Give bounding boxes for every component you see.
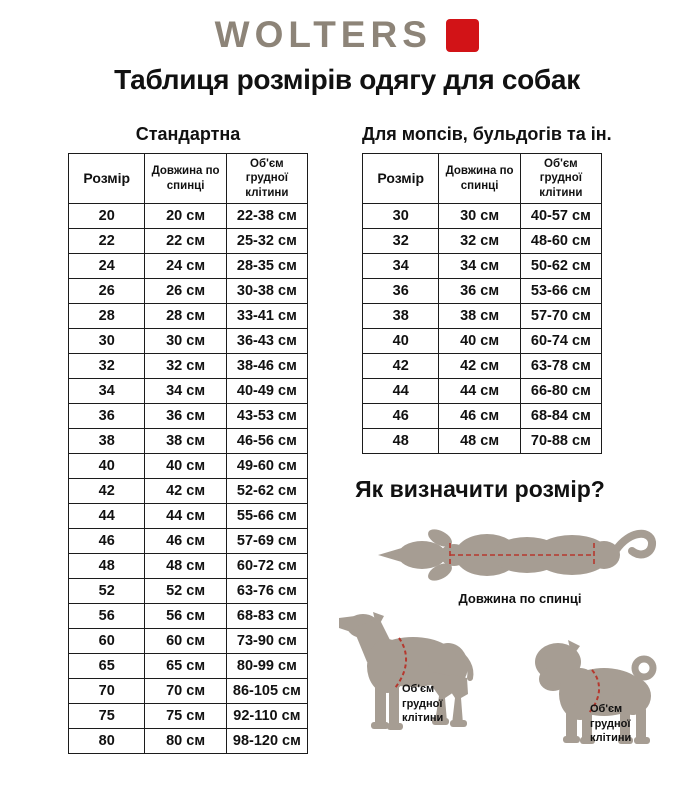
table-cell: 40 (69, 454, 145, 479)
column-header-size: Розмір (69, 154, 145, 204)
size-guide-title: Як визначити розмір? (355, 476, 605, 502)
table-cell: 75 см (145, 704, 226, 729)
table-cell: 44 см (439, 379, 520, 404)
table-cell: 32 см (439, 229, 520, 254)
table-cell: 30-38 см (226, 279, 307, 304)
table-row (363, 304, 602, 329)
table-cell: 48 см (439, 429, 520, 454)
page-title: Таблиця розмірів одягу для собак (114, 64, 580, 95)
table-row (69, 579, 308, 604)
column-header-back-length: Довжина по спинці (439, 154, 520, 204)
table-row (69, 479, 308, 504)
table-cell: 48 (69, 554, 145, 579)
table-cell: 43-53 см (226, 404, 307, 429)
table-cell: 92-110 см (226, 704, 307, 729)
table-row (363, 329, 602, 354)
table-cell: 46 см (439, 404, 520, 429)
table-row (69, 529, 308, 554)
table-cell: 24 см (145, 254, 226, 279)
back-length-label: Довжина по спинці (458, 591, 582, 606)
logo-red-square-icon (446, 19, 479, 52)
table-row (69, 354, 308, 379)
table-row (69, 279, 308, 304)
table-cell: 42 (69, 479, 145, 504)
table-cell: 42 см (145, 479, 226, 504)
table-cell: 80-99 см (226, 654, 307, 679)
table-row (69, 604, 308, 629)
table-cell: 48-60 см (520, 229, 601, 254)
table-cell: 80 (69, 729, 145, 754)
standard-table-section (68, 124, 308, 754)
table-row (363, 404, 602, 429)
table-header-row (363, 154, 602, 204)
table-cell: 36 (69, 404, 145, 429)
table-cell: 20 (69, 204, 145, 229)
table-row (69, 254, 308, 279)
table-cell: 32 (363, 229, 439, 254)
table-cell: 48 (363, 429, 439, 454)
table-cell: 30 (363, 204, 439, 229)
table-cell: 26 см (145, 279, 226, 304)
table-row (363, 254, 602, 279)
table-cell: 46 (69, 529, 145, 554)
table-row (69, 429, 308, 454)
table-cell: 68-84 см (520, 404, 601, 429)
table-cell: 22-38 см (226, 204, 307, 229)
table-row (69, 404, 308, 429)
column-header-size: Розмір (363, 154, 439, 204)
table-cell: 42 (363, 354, 439, 379)
table-cell: 57-70 см (520, 304, 601, 329)
table-cell: 26 (69, 279, 145, 304)
table-cell: 28 (69, 304, 145, 329)
table-cell: 42 см (439, 354, 520, 379)
table-cell: 53-66 см (520, 279, 601, 304)
table-cell: 63-76 см (226, 579, 307, 604)
table-cell: 60 см (145, 629, 226, 654)
table-cell: 46-56 см (226, 429, 307, 454)
table-cell: 60-74 см (520, 329, 601, 354)
table-row (69, 679, 308, 704)
table-row (69, 379, 308, 404)
table-cell: 36 см (439, 279, 520, 304)
standard-size-table (68, 153, 308, 754)
table-cell: 44 см (145, 504, 226, 529)
table-row (363, 229, 602, 254)
table-row (69, 704, 308, 729)
table-cell: 32 см (145, 354, 226, 379)
pug-table-section (362, 124, 612, 454)
table-cell: 63-78 см (520, 354, 601, 379)
table-cell: 50-62 см (520, 254, 601, 279)
table-cell: 38-46 см (226, 354, 307, 379)
table-cell: 25-32 см (226, 229, 307, 254)
standard-table-body (69, 204, 308, 754)
table-row (69, 304, 308, 329)
table-cell: 20 см (145, 204, 226, 229)
table-cell: 38 см (145, 429, 226, 454)
table-cell: 56 см (145, 604, 226, 629)
table-cell: 56 (69, 604, 145, 629)
table-cell: 44 (363, 379, 439, 404)
table-row (69, 229, 308, 254)
table-cell: 48 см (145, 554, 226, 579)
table-cell: 60-72 см (226, 554, 307, 579)
table-cell: 75 (69, 704, 145, 729)
table-cell: 40-49 см (226, 379, 307, 404)
table-cell: 32 (69, 354, 145, 379)
pug-size-table (362, 153, 602, 454)
wolters-logo (0, 14, 694, 56)
table-cell: 28 см (145, 304, 226, 329)
table-cell: 22 см (145, 229, 226, 254)
table-row (69, 329, 308, 354)
table-cell: 70 (69, 679, 145, 704)
table-cell: 30 см (439, 204, 520, 229)
table-cell: 22 (69, 229, 145, 254)
standard-table-title: Стандартна (135, 124, 241, 144)
pug-table-body (363, 204, 602, 454)
table-cell: 40 см (439, 329, 520, 354)
table-cell: 36-43 см (226, 329, 307, 354)
table-row (363, 354, 602, 379)
table-cell: 28-35 см (226, 254, 307, 279)
table-cell: 34 см (145, 379, 226, 404)
table-row (69, 629, 308, 654)
table-row (363, 279, 602, 304)
table-row (69, 204, 308, 229)
table-cell: 30 см (145, 329, 226, 354)
table-cell: 38 (363, 304, 439, 329)
table-cell: 24 (69, 254, 145, 279)
table-cell: 40 (363, 329, 439, 354)
table-cell: 49-60 см (226, 454, 307, 479)
table-cell: 46 (363, 404, 439, 429)
table-cell: 55-66 см (226, 504, 307, 529)
chest-volume-label: Об'єм грудної клітини (402, 683, 444, 724)
pug-table-title: Для мопсів, бульдогів та ін. (362, 124, 612, 144)
table-row (69, 554, 308, 579)
column-header-chest: Об'єм грудної клітини (226, 154, 307, 204)
table-cell: 60 (69, 629, 145, 654)
table-cell: 70 см (145, 679, 226, 704)
table-cell: 52 см (145, 579, 226, 604)
table-row (69, 504, 308, 529)
table-row (363, 429, 602, 454)
chest-volume-label: Об'єм грудної клітини (590, 703, 632, 744)
table-cell: 70-88 см (520, 429, 601, 454)
table-cell: 38 (69, 429, 145, 454)
table-cell: 86-105 см (226, 679, 307, 704)
table-header-row (69, 154, 308, 204)
table-cell: 98-120 см (226, 729, 307, 754)
table-cell: 33-41 см (226, 304, 307, 329)
column-header-back-length: Довжина по спинці (145, 154, 226, 204)
table-cell: 34 см (439, 254, 520, 279)
table-row (69, 454, 308, 479)
table-cell: 30 (69, 329, 145, 354)
table-cell: 52-62 см (226, 479, 307, 504)
table-cell: 57-69 см (226, 529, 307, 554)
table-cell: 40-57 см (520, 204, 601, 229)
table-row (363, 379, 602, 404)
table-row (363, 204, 602, 229)
table-cell: 73-90 см (226, 629, 307, 654)
table-row (69, 729, 308, 754)
table-cell: 68-83 см (226, 604, 307, 629)
table-cell: 65 (69, 654, 145, 679)
table-cell: 44 (69, 504, 145, 529)
table-cell: 36 (363, 279, 439, 304)
table-cell: 34 (69, 379, 145, 404)
column-header-chest: Об'єм грудної клітини (520, 154, 601, 204)
table-row (69, 654, 308, 679)
table-cell: 38 см (439, 304, 520, 329)
table-cell: 80 см (145, 729, 226, 754)
table-cell: 52 (69, 579, 145, 604)
table-cell: 40 см (145, 454, 226, 479)
logo-text: WOLTERS (214, 14, 432, 55)
table-cell: 34 (363, 254, 439, 279)
table-cell: 66-80 см (520, 379, 601, 404)
table-cell: 65 см (145, 654, 226, 679)
dog-top-view-icon (372, 518, 664, 592)
table-cell: 36 см (145, 404, 226, 429)
table-cell: 46 см (145, 529, 226, 554)
